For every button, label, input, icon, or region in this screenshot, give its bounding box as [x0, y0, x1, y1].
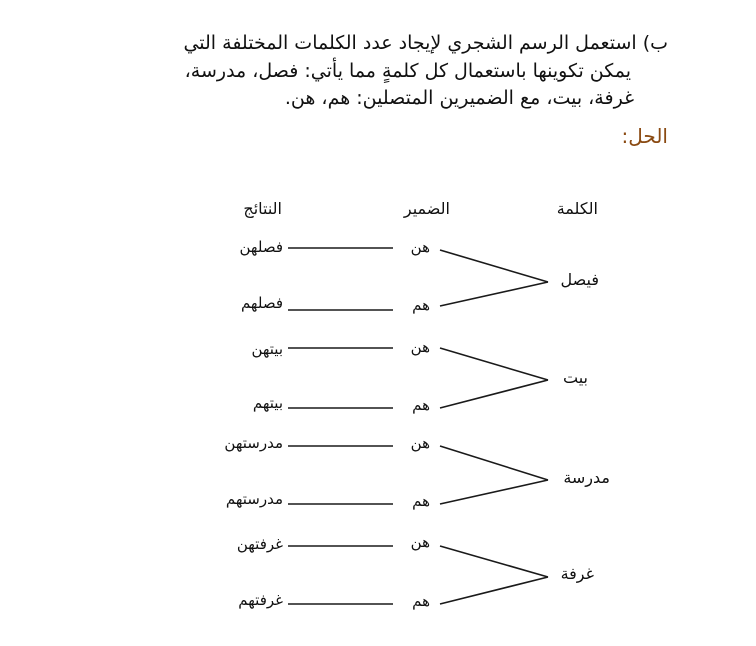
result-bottom: فصلهم — [240, 294, 283, 312]
question-line-1: ب) استعمل الرسم الشجري لإيجاد عدد الكلمات المختلفة التي — [183, 32, 668, 54]
branch-line-top — [440, 348, 548, 380]
question-line-3: غرفة، بيت، مع الضميرين المتصلين: هم، هن. — [284, 87, 634, 109]
branch-line-bottom — [440, 577, 548, 604]
result-top: مدرستهن — [224, 434, 283, 452]
pronoun-top: هن — [410, 338, 430, 356]
tree-word: غرفة — [560, 564, 594, 583]
pronoun-bottom: هم — [412, 396, 430, 414]
pronoun-top: هن — [410, 434, 430, 452]
pronoun-bottom: هم — [412, 492, 430, 510]
tree-word: بيت — [563, 368, 588, 387]
branch-line-bottom — [440, 380, 548, 408]
pronoun-bottom: هم — [412, 592, 430, 610]
tree-word: مدرسة — [563, 468, 610, 487]
pronoun-top: هن — [410, 238, 430, 256]
header-results: النتائج — [243, 199, 282, 218]
result-bottom: غرفتهم — [238, 591, 283, 609]
result-top: بيتهن — [251, 340, 283, 358]
tree-word: فيصل — [560, 270, 599, 289]
result-bottom: مدرستهم — [225, 490, 283, 508]
branch-line-top — [440, 250, 548, 282]
question-line-2: يمكن تكوينها باستعمال كل كلمةٍ مما يأتي: فصل، مدرسة، — [184, 60, 631, 82]
result-bottom: بيتهم — [252, 394, 283, 412]
branch-line-top — [440, 546, 548, 577]
pronoun-bottom: هم — [412, 296, 430, 314]
branch-line-bottom — [440, 480, 548, 504]
branch-line-bottom — [440, 282, 548, 306]
pronoun-top: هن — [410, 533, 430, 551]
header-pronoun: الضمير — [403, 199, 450, 218]
header-word: الكلمة — [556, 199, 598, 218]
branch-line-top — [440, 446, 548, 480]
result-top: غرفتهن — [236, 535, 283, 553]
result-top: فصلهن — [239, 238, 283, 256]
answer-label: الحل: — [621, 124, 668, 148]
